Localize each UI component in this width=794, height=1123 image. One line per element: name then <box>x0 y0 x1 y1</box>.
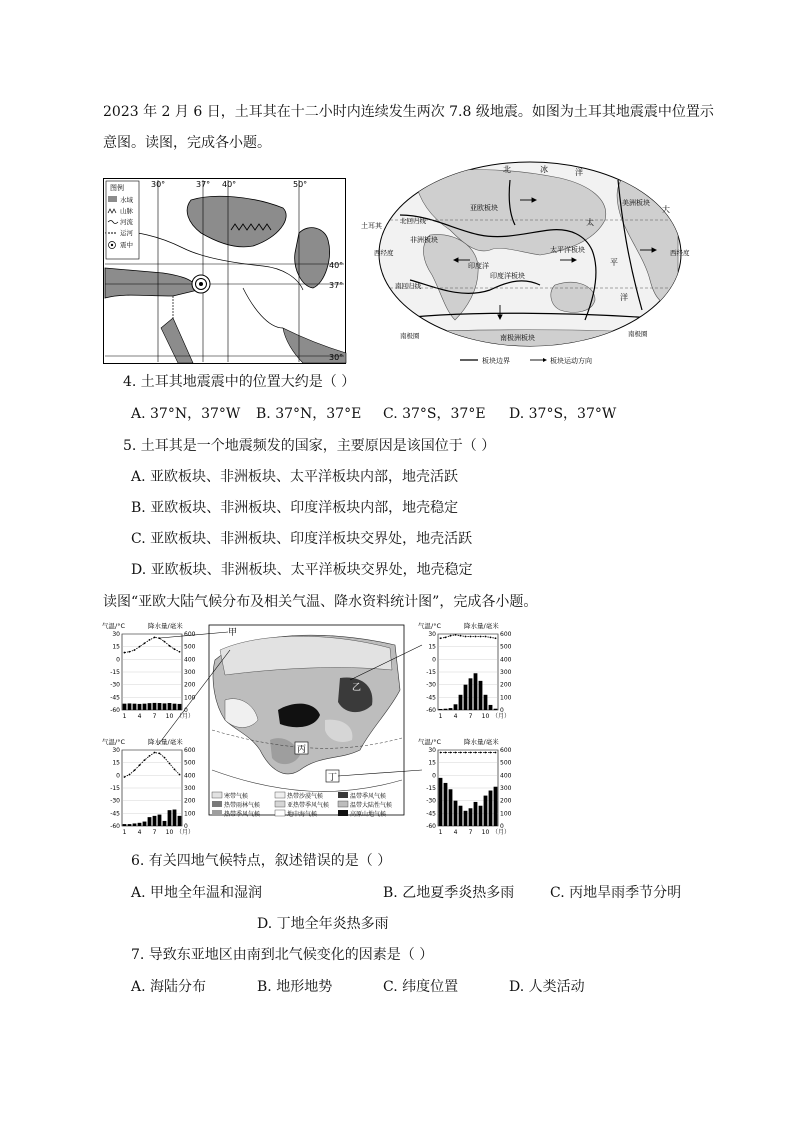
legend-boundary: 板块边界 <box>482 357 510 365</box>
intro-line-2: 意图。读图，完成各小题。 <box>103 135 271 151</box>
temp-point <box>134 649 136 651</box>
month-unit-label: （月） <box>492 829 511 836</box>
precip-bar <box>123 824 127 826</box>
precip-bar <box>479 681 483 710</box>
temp-point <box>490 752 492 754</box>
axis-title-precip: 降水量/毫米 <box>148 738 183 746</box>
temp-tick-label: -15 <box>110 669 120 676</box>
axis-title-temp: 气温/°C <box>102 622 125 630</box>
month-tick-label: 4 <box>137 713 142 720</box>
precip-bar <box>494 709 498 710</box>
precip-bar <box>444 709 448 710</box>
temp-tick-label: 15 <box>428 759 436 767</box>
lon-label-50: 50° <box>293 180 308 189</box>
label-antarctic: 南极洲板块 <box>500 334 535 342</box>
temp-tick-label: 30 <box>428 747 436 754</box>
legend-water-swatch <box>108 196 117 202</box>
label-south-circle-left: 南极圈 <box>400 332 420 340</box>
q7-option-c[interactable]: C. 纬度位置 <box>383 979 459 995</box>
precip-bar <box>454 704 458 710</box>
legend-motion: 板块运动方向 <box>550 357 592 365</box>
temp-point <box>455 752 457 754</box>
month-tick-label: 10 <box>165 713 174 720</box>
precip-bar <box>178 704 182 710</box>
temp-point <box>445 636 447 638</box>
temp-point <box>129 651 131 653</box>
precip-bar <box>494 787 498 826</box>
temp-point <box>154 636 156 638</box>
month-unit-label: （月） <box>176 829 195 836</box>
temp-point <box>144 642 146 644</box>
temp-tick-label: -30 <box>426 797 436 805</box>
precip-tick-label: 500 <box>184 643 196 651</box>
month-tick-label: 1 <box>438 713 443 720</box>
precip-bar <box>484 796 488 826</box>
month-tick-label: 4 <box>453 713 458 720</box>
axis-title-precip: 降水量/毫米 <box>464 738 499 746</box>
temp-tick-label: 0 <box>432 772 436 780</box>
temp-point <box>174 648 176 650</box>
precip-bar <box>469 678 473 710</box>
precip-tick-label: 600 <box>500 747 512 754</box>
temp-point <box>465 636 467 638</box>
temp-line <box>125 637 180 652</box>
temp-tick-label: 15 <box>428 643 436 651</box>
temp-point <box>450 752 452 754</box>
precip-bar <box>178 816 182 826</box>
month-tick-label: 4 <box>137 829 142 836</box>
precip-bar <box>459 806 463 826</box>
temp-point <box>455 634 457 636</box>
legend-subtropical: 亚热带季风气候 <box>287 802 330 809</box>
epicenter-icon <box>192 275 210 293</box>
temp-tick-label: 30 <box>112 631 120 638</box>
temp-line <box>441 635 496 638</box>
temp-point <box>164 641 166 643</box>
intro-line-1: 2023 年 2 月 6 日，土耳其在十二小时内连续发生两次 7.8 级地震。如图为土耳其地震震中位置示 <box>103 104 714 120</box>
precip-bar <box>168 703 172 710</box>
precip-bar <box>449 789 453 826</box>
month-tick-label: 7 <box>152 829 157 836</box>
precip-bar <box>439 778 443 826</box>
axis-title-precip: 降水量/毫米 <box>464 622 499 630</box>
temp-tick-label: 30 <box>428 631 436 638</box>
precip-tick-label: 500 <box>500 643 512 651</box>
temp-tick-label: 0 <box>116 656 120 664</box>
precip-bar <box>484 695 488 710</box>
plate-map <box>360 160 696 370</box>
q4-option-a[interactable]: A. 37°N，37°W <box>131 406 241 422</box>
temp-point <box>134 769 136 771</box>
temp-point <box>159 637 161 639</box>
lon-label-40: 40° <box>222 180 237 189</box>
precip-tick-label: 400 <box>500 772 512 780</box>
legend-cold: 寒带气候 <box>224 793 249 800</box>
temp-point <box>495 752 497 754</box>
precip-bar <box>123 704 127 710</box>
precip-bar <box>163 821 167 826</box>
precip-bar <box>439 709 443 710</box>
label-yang2: 洋 <box>620 293 628 302</box>
precip-tick-label: 0 <box>500 707 504 714</box>
label-tai: 太 <box>586 218 594 227</box>
precip-bar <box>449 708 453 710</box>
month-tick-label: 7 <box>152 713 157 720</box>
q7-option-d[interactable]: D. 人类活动 <box>509 979 585 995</box>
intro-2: 读图“亚欧大陆气候分布及相关气温、降水资料统计图”，完成各小题。 <box>103 594 538 610</box>
month-tick-label: 1 <box>438 829 443 836</box>
temp-point <box>139 646 141 648</box>
precip-bar <box>148 817 152 826</box>
temp-point <box>179 651 181 653</box>
temp-point <box>485 752 487 754</box>
precip-tick-label: 300 <box>184 669 196 676</box>
label-america: 美洲板块 <box>622 199 650 207</box>
precip-bar <box>459 695 463 710</box>
month-tick-label: 10 <box>481 713 490 720</box>
temp-point <box>144 759 146 761</box>
temp-tick-label: 30 <box>112 747 120 754</box>
month-tick-label: 10 <box>165 829 174 836</box>
temp-tick-label: 15 <box>112 643 120 651</box>
temp-point <box>169 763 171 765</box>
precip-tick-label: 0 <box>500 823 504 830</box>
legend-tropical-monsoon: 热带季风气候 <box>224 811 261 818</box>
precip-bar <box>138 823 142 826</box>
temp-point <box>440 752 442 754</box>
temp-point <box>485 636 487 638</box>
precip-bar <box>153 816 157 826</box>
q6-option-a[interactable]: A. 甲地全年温和湿润 <box>131 885 263 901</box>
q4-option-b[interactable]: B. 37°N，37°E <box>256 406 362 422</box>
temp-tick-label: -60 <box>426 707 436 714</box>
month-tick-label: 1 <box>122 829 127 836</box>
climate-chart-yi <box>102 737 196 836</box>
precip-tick-label: 600 <box>184 747 196 754</box>
climate-chart-bing <box>418 621 512 720</box>
temp-tick-label: -15 <box>110 785 120 792</box>
temp-tick-label: -45 <box>110 810 120 818</box>
temp-point <box>495 637 497 639</box>
temp-tick-label: -45 <box>110 694 120 702</box>
label-south-circle-right: 南极圈 <box>628 330 648 338</box>
temp-point <box>149 755 151 757</box>
label-north: 北 <box>503 165 511 174</box>
temp-point <box>460 635 462 637</box>
label-yang: 洋 <box>575 168 583 177</box>
q7-option-b[interactable]: B. 地形地势 <box>257 979 333 995</box>
temp-tick-label: 0 <box>432 656 436 664</box>
temp-point <box>475 636 477 638</box>
precip-bar <box>464 811 468 826</box>
climate-chart-ding <box>418 737 512 836</box>
label-west-right: 西经度 <box>670 249 690 257</box>
precip-tick-label: 300 <box>500 669 512 676</box>
temp-tick-label: -45 <box>426 694 436 702</box>
precip-bar <box>173 810 177 826</box>
legend-temperate-monsoon: 温带季风气候 <box>350 793 387 800</box>
month-tick-label: 10 <box>481 829 490 836</box>
precip-bar <box>173 704 177 710</box>
label-north-tropic: 北回归线 <box>400 217 426 225</box>
q5-stem: 5. 土耳其是一个地震频发的国家，主要原因是该国位于（ ） <box>123 438 496 454</box>
precip-bar <box>489 791 493 826</box>
precip-bar <box>143 704 147 710</box>
month-unit-label: （月） <box>492 713 511 720</box>
label-west-meridian: 西经度 <box>374 249 394 257</box>
temp-point <box>470 752 472 754</box>
precip-bar <box>489 705 493 710</box>
precip-tick-label: 200 <box>500 681 512 689</box>
legend-rainforest: 热带雨林气候 <box>224 802 261 809</box>
legend-river: 河流 <box>120 218 133 226</box>
q6-option-b[interactable]: B. 乙地夏季炎热多雨 <box>383 885 515 901</box>
label-pacific: 太平洋板块 <box>550 246 585 254</box>
precip-bar <box>148 703 152 710</box>
turkey-epicenter-map <box>103 178 346 364</box>
legend-mountain: 山脉 <box>120 207 133 215</box>
temp-point <box>129 774 131 776</box>
precip-bar <box>133 823 137 826</box>
label-turkey: 土耳其 <box>361 222 382 230</box>
precip-bar <box>163 703 167 710</box>
temp-tick-label: -60 <box>426 823 436 830</box>
label-eurasia: 亚欧板块 <box>470 204 498 212</box>
temp-tick-label: 0 <box>116 772 120 780</box>
label-ping: 平 <box>610 258 618 267</box>
temp-tick-label: -60 <box>110 707 120 714</box>
temp-point <box>124 652 126 654</box>
precip-bar <box>128 703 132 710</box>
axis-title-temp: 气温/°C <box>418 738 441 746</box>
temp-point <box>460 752 462 754</box>
label-bing: 冰 <box>540 165 548 174</box>
legend-water: 水域 <box>120 196 133 204</box>
map-label-jia: 甲 <box>228 628 238 638</box>
q5-option-c[interactable]: C. 亚欧板块、非洲板块、印度洋板块交界处，地壳活跃 <box>131 531 473 547</box>
precip-bar <box>133 704 137 710</box>
temp-point <box>470 636 472 638</box>
precip-bar <box>158 703 162 710</box>
q7-stem: 7. 导致东亚地区由南到北气候变化的因素是（ ） <box>131 947 434 963</box>
month-tick-label: 4 <box>453 829 458 836</box>
precip-bar <box>474 673 478 710</box>
q4-option-c[interactable]: C. 37°S，37°E <box>383 406 486 422</box>
axis-title-precip: 降水量/毫米 <box>148 622 183 630</box>
legend-canal: 运河 <box>120 229 133 237</box>
legend-epicenter: 震中 <box>120 241 133 249</box>
month-tick-label: 7 <box>468 829 473 836</box>
precip-tick-label: 200 <box>184 681 196 689</box>
temp-point <box>124 776 126 778</box>
label-south-tropic: 南回归线 <box>395 282 421 290</box>
temp-tick-label: -15 <box>426 669 436 676</box>
temp-point <box>159 752 161 754</box>
month-tick-label: 1 <box>122 713 127 720</box>
map-label-ding: 丁 <box>328 773 338 783</box>
q4-option-d[interactable]: D. 37°S，37°W <box>509 406 617 422</box>
legend-continental: 温带大陆性气候 <box>350 802 393 809</box>
precip-tick-label: 300 <box>500 785 512 792</box>
precip-bar <box>464 685 468 710</box>
precip-tick-label: 500 <box>184 759 196 767</box>
map-label-yi: 乙 <box>352 683 362 693</box>
q5-option-b[interactable]: B. 亚欧板块、非洲板块、印度洋板块内部，地壳稳定 <box>131 500 459 516</box>
temp-tick-label: -30 <box>110 681 120 689</box>
temp-tick-label: -45 <box>426 810 436 818</box>
precip-tick-label: 100 <box>500 810 512 818</box>
temp-tick-label: -15 <box>426 785 436 792</box>
temp-line <box>125 753 180 777</box>
temp-point <box>139 764 141 766</box>
climate-legend <box>212 792 392 818</box>
month-unit-label: （月） <box>176 713 195 720</box>
lat-label-40: 40° <box>329 261 344 270</box>
precip-tick-label: 600 <box>184 631 196 638</box>
precip-tick-label: 600 <box>500 631 512 638</box>
temp-point <box>179 774 181 776</box>
precip-bar <box>138 704 142 710</box>
precip-bar <box>479 806 483 826</box>
precip-bar <box>143 822 147 826</box>
temp-point <box>149 639 151 641</box>
precip-tick-label: 200 <box>184 797 196 805</box>
month-tick-label: 7 <box>468 713 473 720</box>
precip-tick-label: 300 <box>184 785 196 792</box>
precip-tick-label: 500 <box>500 759 512 767</box>
climate-figure <box>100 620 510 842</box>
temp-point <box>475 752 477 754</box>
precip-bar <box>454 801 458 826</box>
precip-bar <box>128 824 132 826</box>
temp-tick-label: -60 <box>110 823 120 830</box>
precip-bar <box>153 703 157 710</box>
q6-option-d[interactable]: D. 丁地全年炎热多雨 <box>257 916 389 932</box>
precip-tick-label: 400 <box>184 772 196 780</box>
temp-tick-label: -30 <box>426 681 436 689</box>
q6-option-c[interactable]: C. 丙地旱雨季节分明 <box>550 885 682 901</box>
precip-tick-label: 0 <box>184 707 188 714</box>
lat-label-37: 37° <box>329 281 344 290</box>
temp-point <box>480 636 482 638</box>
precip-tick-label: 0 <box>184 823 188 830</box>
temp-tick-label: 15 <box>112 759 120 767</box>
precip-tick-label: 400 <box>184 656 196 664</box>
temp-tick-label: -30 <box>110 797 120 805</box>
axis-title-temp: 气温/°C <box>102 738 125 746</box>
precip-tick-label: 200 <box>500 797 512 805</box>
legend-mediterranean: 地中海气候 <box>287 811 318 818</box>
asia-climate-map <box>158 625 422 818</box>
label-big: 大 <box>662 205 670 214</box>
label-indian: 印度洋板块 <box>490 272 525 280</box>
temp-point <box>445 752 447 754</box>
legend-desert: 热带沙漠气候 <box>287 793 324 800</box>
lat-label-30: 30° <box>329 353 344 362</box>
precip-bar <box>469 808 473 826</box>
temp-point <box>465 752 467 754</box>
axis-title-temp: 气温/°C <box>418 622 441 630</box>
legend-highland: 高原山地气候 <box>350 811 387 818</box>
q5-option-a[interactable]: A. 亚欧板块、非洲板块、太平洋板块内部，地壳活跃 <box>131 469 459 485</box>
lon-label-37: 37° <box>196 180 211 189</box>
temp-point <box>480 752 482 754</box>
temp-point <box>440 637 442 639</box>
lon-label-30: 30° <box>151 180 166 189</box>
temp-point <box>490 636 492 638</box>
temp-point <box>169 645 171 647</box>
precip-tick-label: 100 <box>184 694 196 702</box>
map-label-bing: 丙 <box>297 745 307 755</box>
label-indian-ocean: 印度洋 <box>468 262 489 270</box>
temp-point <box>154 752 156 754</box>
precip-tick-label: 400 <box>500 656 512 664</box>
q7-option-a[interactable]: A. 海陆分布 <box>131 979 207 995</box>
precip-tick-label: 100 <box>184 810 196 818</box>
q5-option-d[interactable]: D. 亚欧板块、非洲板块、太平洋板块交界处，地壳稳定 <box>131 562 473 578</box>
precip-bar <box>168 810 172 826</box>
temp-point <box>164 757 166 759</box>
precip-bar <box>158 815 162 826</box>
temp-point <box>174 769 176 771</box>
q6-stem: 6. 有关四地气候特点，叙述错误的是（ ） <box>131 853 392 869</box>
precip-bar <box>474 802 478 826</box>
q4-stem: 4. 土耳其地震震中的位置大约是（ ） <box>123 374 356 390</box>
precip-tick-label: 100 <box>500 694 512 702</box>
temp-point <box>450 635 452 637</box>
legend-title: 图例 <box>110 184 124 192</box>
label-africa: 非洲板块 <box>410 236 438 244</box>
precip-bar <box>444 783 448 826</box>
